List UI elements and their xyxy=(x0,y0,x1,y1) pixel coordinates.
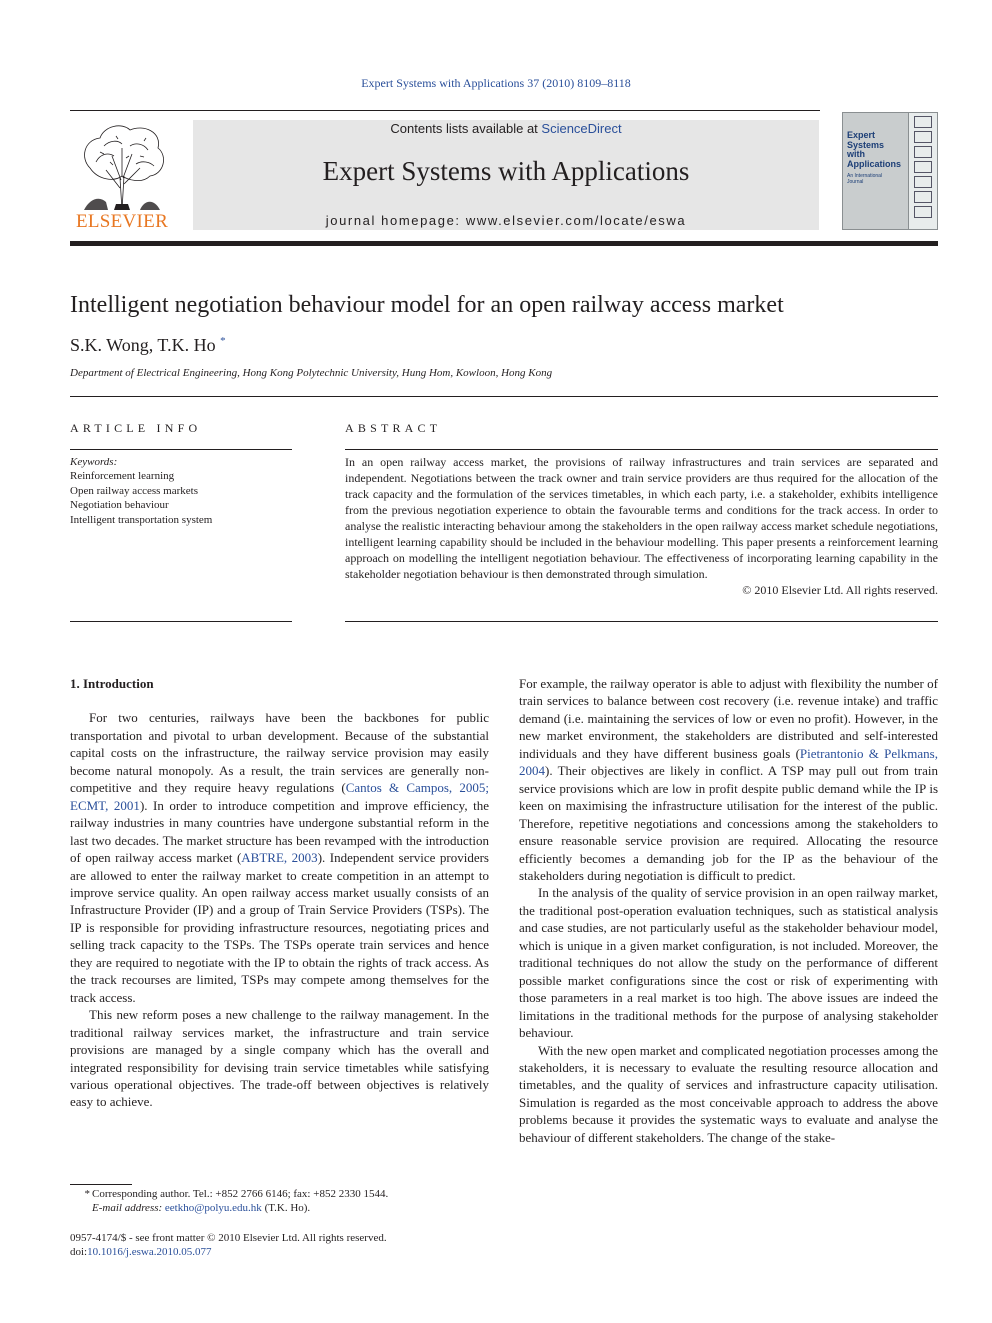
reference-link[interactable]: Pietrantonio & Pelkmans, 2004 xyxy=(519,745,938,779)
publisher-logo-text: ELSEVIER xyxy=(75,211,169,232)
footnote-rule xyxy=(70,1184,132,1185)
keywords-block xyxy=(70,455,292,527)
keywords-label: Keywords: xyxy=(70,456,118,468)
body-paragraph: In the analysis of the quality of service provision in an open railway market, the traditional post-operation evaluation techniques, such as statistical analysis and case studies, are not particularly useful as the stakeholder behaviour model, which is unique in a given market configuration, is not included. Moreover, the traditional techniques do not allow the study on the performance of different possible market configurations since the cost or risk of experimenting with those parameters in a real market is too high. The above issues are indeed the limitations in the traditional methods for the purpose of analysing stakeholder behaviour. xyxy=(519,885,938,1041)
abstract-rule xyxy=(345,449,938,450)
cover-subtitle: An International Journal xyxy=(847,173,883,185)
article-info-bottom-rule xyxy=(70,621,292,622)
affiliation-rule xyxy=(70,396,938,397)
body-paragraph: For two centuries, railways have been the backbones for public transportation and pivotal to urban development. Because of the substantial capital costs on the infrastructure, the railway service provision may easily become natural monopoly. As a result, the train services are generally non-competitive and they require heavy regulations (Cantos & Campos, 2005; ECMT, 2001). In order to introduce competition and improve efficiency, the railway industries in many countries have undergone substantial reform in the last two decades. The market structure has been revamped with the introduction of open railway access market (ABTRE, 2003). Independent service providers are allowed to enter the railway market to create competition in an attempt to improve service quality. An open railway access market usually consists of an Infrastructure Provider (IP) and a group of Train Service Providers (TSPs). The IP is responsible for providing infrastructure resources, negotiating prices and selling track capacity to the TSPs. The TSPs operate train services and hence they are required to negotiate with the IP to obtain the rights of track access. As the track recourses are limited, TSPs may compete among themselves for the track access. xyxy=(70,710,489,1005)
keyword: Reinforcement learning xyxy=(70,470,175,483)
reference-link[interactable]: ABTRE, 2003 xyxy=(241,850,318,866)
reference-link[interactable]: Cantos & Campos, 2005; ECMT, 2001 xyxy=(70,780,489,813)
email-label: E-mail address: xyxy=(92,1202,163,1214)
front-matter xyxy=(70,1231,489,1259)
contents-prefix: Contents lists available at xyxy=(390,121,542,136)
keyword: Open railway access markets xyxy=(70,484,198,497)
issn-line: 0957-4174/$ - see front matter © 2010 Elsevier Ltd. All rights reserved. xyxy=(70,1232,387,1244)
body-paragraph: For example, the railway operator is able to adjust with flexibility the number of train services to balance between cost recovery (i.e. revenue intake) and traffic demand (i.e. maintaining the services of low or even no profit). However, in the new market environment, the stakeholders are distributed and self-interested individuals and they have different business goals (Pietrantonio & Pelkmans, 2004). Their objectives are likely in conflict. A TSP may pull out from train service provisions which are low in profit despite public demand while the IP is keen on maximising the infrastructure utilisation for the interest of the public. Therefore, repetitive negotiations and concessions among the stakeholders to ensure reasonable service provision are required. Allocating the resource efficiently becomes a demanding job for the IP as the behaviour of the stakeholders during negotiation is difficult to predict. xyxy=(519,676,938,883)
abstract-bottom-rule xyxy=(345,621,938,622)
journal-cover-icon xyxy=(842,112,938,230)
section-title: 1. Introduction xyxy=(70,676,154,691)
affiliation: Department of Electrical Engineering, Hong Kong Polytechnic University, Hung Hom, Kowloon, Hong Kong xyxy=(70,367,553,379)
header-thick-rule xyxy=(70,241,938,246)
keyword: Intelligent transportation system xyxy=(70,513,213,526)
corresponding-mark[interactable]: * xyxy=(220,335,226,347)
article-title: Intelligent negotiation behaviour model for an open railway access market xyxy=(70,292,784,318)
journal-name: Expert Systems with Applications xyxy=(322,156,690,186)
corresponding-author: Corresponding author. Tel.: +852 2766 6146; fax: +852 2330 1544. xyxy=(92,1188,389,1200)
contents-line xyxy=(193,121,819,136)
cover-title: Expert Systems with Applications xyxy=(847,130,902,169)
footnote-mark: * xyxy=(84,1188,90,1200)
cover-icon-strip xyxy=(908,113,937,229)
abstract-paragraph: In an open railway access market, the provisions of railway infrastructures and train services are separated and independent. Negotiations between the track owner and train service providers are thus required for the allocation of the track capacity and the formulation of the services timetables, in which each party, i.e. a stakeholder, exhibits intelligence from the previous negotiation experience to obtain the favourable terms and conditions for the track access. In order to analyse the realistic interacting behaviour among the stakeholders in the open railway access market schedule negotiations, intelligent learning capability should be included in the behaviour modelling. This paper presents a reinforcement learning approach on modelling the intelligent negotiation behaviour. The effectiveness of incorporating learning capability in the stakeholder negotiation behaviour is then demonstrated through simulation. xyxy=(345,455,938,581)
sciencedirect-link[interactable]: ScienceDirect xyxy=(541,121,622,136)
abstract-body xyxy=(345,454,938,598)
header-rule xyxy=(70,110,820,111)
abstract-heading: ABSTRACT xyxy=(345,421,442,435)
body-column-left xyxy=(70,675,489,1111)
keyword: Negotiation behaviour xyxy=(70,499,169,512)
authors: S.K. Wong, T.K. Ho xyxy=(70,335,216,355)
doi-label: doi: xyxy=(70,1246,88,1258)
body-paragraph: With the new open market and complicated negotiation processes among the stakeholders, it is necessary to evaluate the resulting resource allocation and timetables, and the quality of services and infrastructure capacity utilisation. Simulation is regarded as the most conceivable approach to address the above problems because it provides the systematic ways to evaluate and analyse the behaviour of different stakeholders. The change of the stake- xyxy=(519,1042,938,1145)
journal-homepage[interactable]: journal homepage: www.elsevier.com/locate/eswa xyxy=(325,213,687,228)
article-info-rule xyxy=(70,449,292,450)
body-paragraph: This new reform poses a new challenge to the railway management. In the traditional railway services market, the infrastructure and train service provisions are managed by a single company which has the overall and integrated responsibility for devising train service timetables while satisfying various operational objectives. The trade-off between objectives is relatively easy to achieve. xyxy=(70,1007,489,1110)
body-column-right xyxy=(519,675,938,1146)
email-link[interactable]: eetkho@polyu.edu.hk xyxy=(164,1202,262,1214)
article-info-heading: ARTICLE INFO xyxy=(70,421,202,435)
author-list xyxy=(70,335,226,356)
journal-citation[interactable]: Expert Systems with Applications 37 (2010) 8109–8118 xyxy=(361,76,631,90)
footnote: * Corresponding author. Tel.: +852 2766 6146; fax: +852 2330 1544. E-mail address: eetkho@polyu.edu.hk (T.K. Ho). xyxy=(70,1187,489,1215)
copyright: © 2010 Elsevier Ltd. All rights reserved. xyxy=(742,583,938,597)
doi-link[interactable]: 10.1016/j.eswa.2010.05.077 xyxy=(87,1246,212,1258)
